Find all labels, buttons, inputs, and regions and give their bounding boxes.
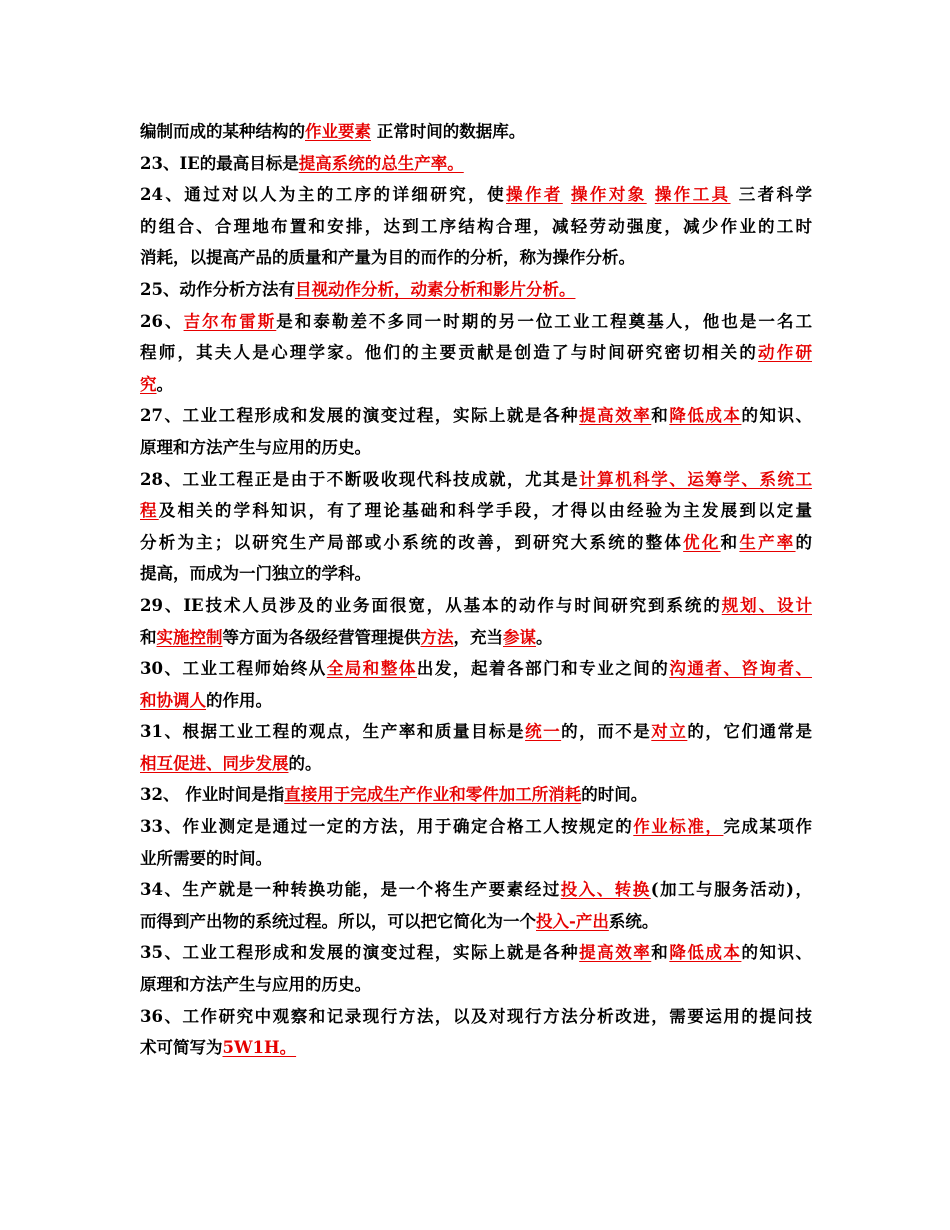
text-line — [140, 811, 812, 843]
document-page — [140, 116, 812, 1064]
text-segment: 28、工业工程正是由于不断吸收现代科技成就，尤其是 — [140, 469, 580, 489]
text-line — [140, 369, 812, 401]
text-segment: 正常时间的数据库。 — [371, 122, 526, 141]
text-segment: 的。 — [288, 753, 322, 773]
text-segment: 的 — [795, 532, 813, 552]
highlighted-answer: 统一 — [525, 722, 562, 742]
text-segment: 的时间。 — [581, 785, 648, 805]
text-segment: 出发，起着各部门和专业之间的 — [416, 659, 670, 679]
highlighted-answer: 和协调人 — [140, 690, 206, 710]
highlighted-answer: 实施控制 — [156, 627, 223, 647]
text-segment: 及相关的学科知识，有了理论基础和科学手段，才得以由经验为主发展到以定量 — [158, 501, 813, 521]
text-segment: 。 — [536, 627, 553, 647]
text-line — [140, 969, 812, 1001]
highlighted-answer: 优化 — [683, 532, 721, 552]
text-segment: 25、动作分析方法有 — [140, 279, 295, 299]
text-segment: 32、 作业时间是指 — [140, 785, 285, 805]
text-line — [140, 590, 812, 622]
highlighted-answer: 计算机科学、运筹学、系统工 — [579, 469, 813, 489]
text-line — [140, 653, 812, 685]
text-segment: 是和泰勒差不多同一时期的另一位工业工程奠基人，他也是一名工 — [276, 311, 813, 331]
text-segment: 36、工作研究中观察和记录现行方法，以及对现行方法分析改进，需要运用的提问技 — [140, 1006, 812, 1026]
text-segment: 而得到产出物的系统过程。所以，可以把它简化为一个 — [140, 911, 536, 931]
text-segment: 等方面为各级经营管理提供 — [222, 627, 421, 647]
text-segment: 原理和方法产生与应用的历史。 — [140, 975, 371, 995]
text-line — [140, 306, 812, 338]
text-line — [140, 274, 812, 306]
text-segment: 24、通过对以人为主的工序的详细研究，使 — [140, 185, 507, 205]
text-segment: 30、工业工程师始终从 — [140, 659, 327, 679]
text-line — [140, 1032, 812, 1064]
text-segment: 29、IE技术人员涉及的业务面很宽，从基本的动作与时间研究到系统的 — [140, 595, 722, 615]
text-segment: 34、生产就是一种转换功能，是一个将生产要素经过 — [140, 880, 561, 900]
text-segment: 。 — [156, 374, 173, 394]
text-segment: 术可简写为 — [140, 1038, 223, 1058]
text-line — [140, 432, 812, 464]
highlighted-answer: 对立 — [651, 722, 688, 742]
text-segment: 分析为主；以研究生产局部或小系统的改善，到研究大系统的整体 — [140, 532, 684, 552]
text-segment: 的组合、合理地布置和安排，达到工序结构合理，减轻劳动强度，减少作业的工时 — [140, 216, 812, 236]
text-line — [140, 179, 812, 211]
highlighted-answer: 直接用于完成生产作业和零件加工所消耗 — [284, 785, 582, 805]
text-line — [140, 242, 812, 274]
highlighted-answer: 5W1H。 — [222, 1038, 297, 1058]
text-line — [140, 1001, 812, 1033]
text-segment: 26、 — [140, 311, 184, 331]
text-segment: 程师，其夫人是心理学家。他们的主要贡献是创造了与时间研究密切相关的 — [140, 343, 759, 363]
text-segment: 编制而成的某种结构的 — [140, 122, 305, 141]
highlighted-answer: 方法 — [420, 627, 454, 647]
highlighted-answer: 程 — [140, 501, 159, 521]
text-segment: 完成某项作 — [723, 817, 813, 837]
text-line — [140, 558, 812, 590]
highlighted-answer: 究 — [140, 374, 157, 394]
highlighted-answer: 投入-产出 — [536, 911, 609, 931]
text-segment: 和 — [720, 532, 740, 552]
highlighted-answer: 降低成本 — [669, 943, 742, 963]
text-line — [140, 211, 812, 243]
text-segment: 原理和方法产生与应用的历史。 — [140, 437, 371, 457]
text-segment: 提高，而成为一门独立的学科。 — [140, 564, 371, 584]
text-line — [140, 937, 812, 969]
text-segment: 的知识、 — [741, 943, 813, 963]
text-segment: 和 — [651, 943, 670, 963]
text-line — [140, 495, 812, 527]
text-segment: 35、工业工程形成和发展的演变过程，实际上就是各种 — [140, 943, 580, 963]
text-segment: 三者科学 — [730, 185, 813, 205]
highlighted-answer: 相互促进、同步发展 — [140, 753, 289, 773]
text-segment: 27、工业工程形成和发展的演变过程，实际上就是各种 — [140, 406, 580, 426]
highlighted-answer: 参谋 — [503, 627, 536, 647]
text-line — [140, 148, 812, 180]
highlighted-answer: 动作研 — [758, 343, 813, 363]
text-line — [140, 906, 812, 938]
text-line — [140, 116, 812, 148]
text-segment: 业所需要的时间。 — [140, 848, 272, 868]
highlighted-answer: 生产率 — [739, 532, 796, 552]
highlighted-answer: 投入、转换 — [560, 880, 651, 900]
text-segment: (加工与服务活动)， — [650, 880, 812, 900]
text-segment: 23、IE的最高目标是 — [140, 153, 299, 173]
text-line — [140, 874, 812, 906]
text-segment: 的作用。 — [206, 690, 272, 710]
text-line — [140, 400, 812, 432]
highlighted-answer: 降低成本 — [669, 406, 742, 426]
text-segment: 33、作业测定是通过一定的方法，用于确定合格工人按规定的 — [140, 817, 634, 837]
highlighted-answer: 提高系统的总生产率。 — [298, 153, 464, 173]
highlighted-answer: 沟通者、咨询者、 — [669, 659, 813, 679]
highlighted-answer: 目视动作分析，动素分析和影片分析。 — [294, 279, 576, 299]
highlighted-answer: 提高效率 — [579, 943, 652, 963]
text-line — [140, 464, 812, 496]
text-line — [140, 685, 812, 717]
highlighted-answer: 吉尔布雷斯 — [183, 311, 277, 331]
text-segment: 31、根据工业工程的观点，生产率和质量目标是 — [140, 722, 526, 742]
text-line — [140, 527, 812, 559]
highlighted-answer: 操作工具 — [654, 185, 731, 205]
highlighted-answer: 提高效率 — [579, 406, 652, 426]
text-segment — [647, 185, 655, 204]
text-line — [140, 748, 812, 780]
highlighted-answer: 操作对象 — [570, 185, 647, 205]
highlighted-answer: 全局和整体 — [326, 659, 417, 679]
text-segment: 和 — [140, 627, 157, 647]
highlighted-answer: 操作者 — [506, 185, 563, 205]
highlighted-answer: 规划、设计 — [721, 595, 812, 615]
text-line — [140, 779, 812, 811]
text-segment — [563, 185, 571, 204]
text-segment: 的知识、 — [741, 406, 813, 426]
text-line — [140, 843, 812, 875]
text-segment: 消耗，以提高产品的质量和产量为目的而作的分析，称为操作分析。 — [140, 248, 635, 268]
text-segment: 系统。 — [608, 911, 659, 931]
text-segment: ，充当 — [453, 627, 503, 647]
text-segment: 的，它们通常是 — [687, 722, 813, 742]
text-segment: 的，而不是 — [561, 722, 652, 742]
text-line — [140, 622, 812, 654]
text-segment: 和 — [651, 406, 670, 426]
highlighted-answer: 作业要素 — [305, 122, 371, 141]
text-line — [140, 716, 812, 748]
text-line — [140, 337, 812, 369]
highlighted-answer: 作业标准， — [633, 817, 724, 837]
